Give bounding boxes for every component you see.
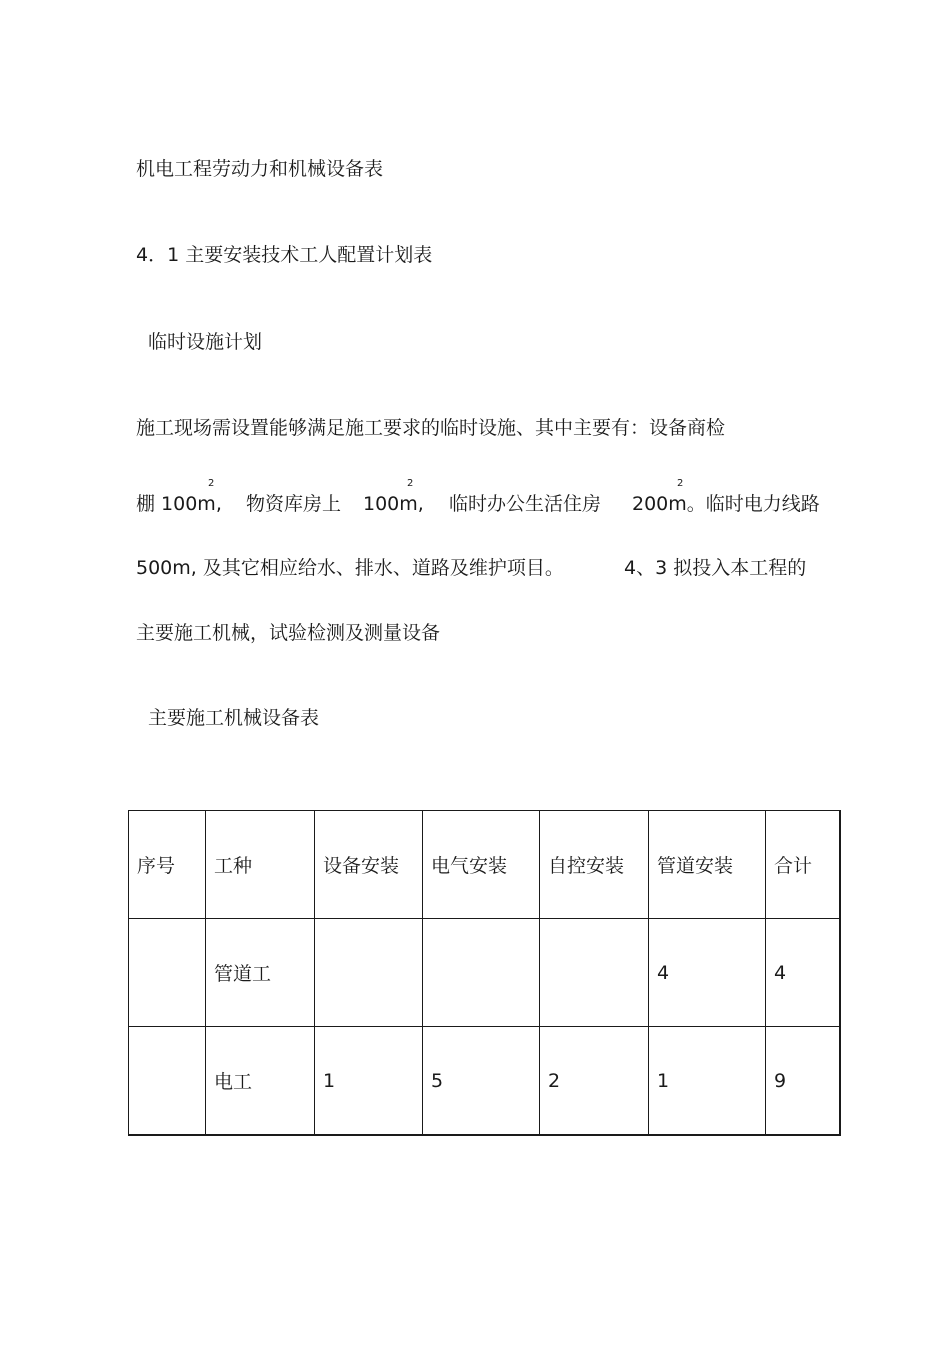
paragraph-line-2-part-3: 100m, xyxy=(363,493,424,515)
paragraph-line-2-part-1: 棚 100m, xyxy=(136,493,222,515)
header-cell: 合计 xyxy=(766,811,840,919)
table-cell: 1 xyxy=(649,1027,766,1136)
superscript-3: 2 xyxy=(677,478,684,489)
header-cell: 序号 xyxy=(129,811,206,919)
header-cell: 设备安装 xyxy=(315,811,423,919)
document-title: 机电工程劳动力和机械设备表 xyxy=(136,158,384,180)
table-cell xyxy=(129,919,206,1027)
labor-equipment-table xyxy=(128,810,841,1136)
paragraph-line-4: 主要施工机械，试验检测及测量设备 xyxy=(136,622,441,644)
table-row xyxy=(129,919,840,1027)
table-cell: 4 xyxy=(766,919,840,1027)
table-cell: 9 xyxy=(766,1027,840,1136)
table-cell: 电工 xyxy=(206,1027,315,1136)
table-cell: 4 xyxy=(649,919,766,1027)
table-cell xyxy=(129,1027,206,1136)
table-cell xyxy=(315,919,423,1027)
table-header-row xyxy=(129,811,840,919)
table-cell: 1 xyxy=(315,1027,423,1136)
paragraph-line-2-part-5: 200m。临时电力线路 xyxy=(632,493,820,515)
paragraph-line-2-part-4: 临时办公生活住房 xyxy=(449,493,602,515)
table-cell xyxy=(540,919,649,1027)
table-cell: 5 xyxy=(423,1027,540,1136)
header-cell: 管道安装 xyxy=(649,811,766,919)
paragraph-line-3-part-2: 4、3 拟投入本工程的 xyxy=(624,557,807,579)
header-cell: 自控安装 xyxy=(540,811,649,919)
table-cell: 2 xyxy=(540,1027,649,1136)
paragraph-line-2-part-2: 物资库房上 xyxy=(246,493,342,515)
table-cell xyxy=(423,919,540,1027)
table-row xyxy=(129,1027,840,1136)
header-cell: 电气安装 xyxy=(423,811,540,919)
table-title: 主要施工机械设备表 xyxy=(148,707,320,729)
header-cell: 工种 xyxy=(206,811,315,919)
paragraph-line-1: 施工现场需设置能够满足施工要求的临时设施、其中主要有：设备商检 xyxy=(136,417,726,439)
section-heading-4-1: 4．1 主要安装技术工人配置计划表 xyxy=(136,244,433,266)
superscript-2: 2 xyxy=(407,478,414,489)
table-cell: 管道工 xyxy=(206,919,315,1027)
superscript-1: 2 xyxy=(208,478,215,489)
paragraph-line-3-part-1: 500m, 及其它相应给水、排水、道路及维护项目。 xyxy=(136,557,564,579)
subheading-temporary-facilities: 临时设施计划 xyxy=(148,331,263,353)
